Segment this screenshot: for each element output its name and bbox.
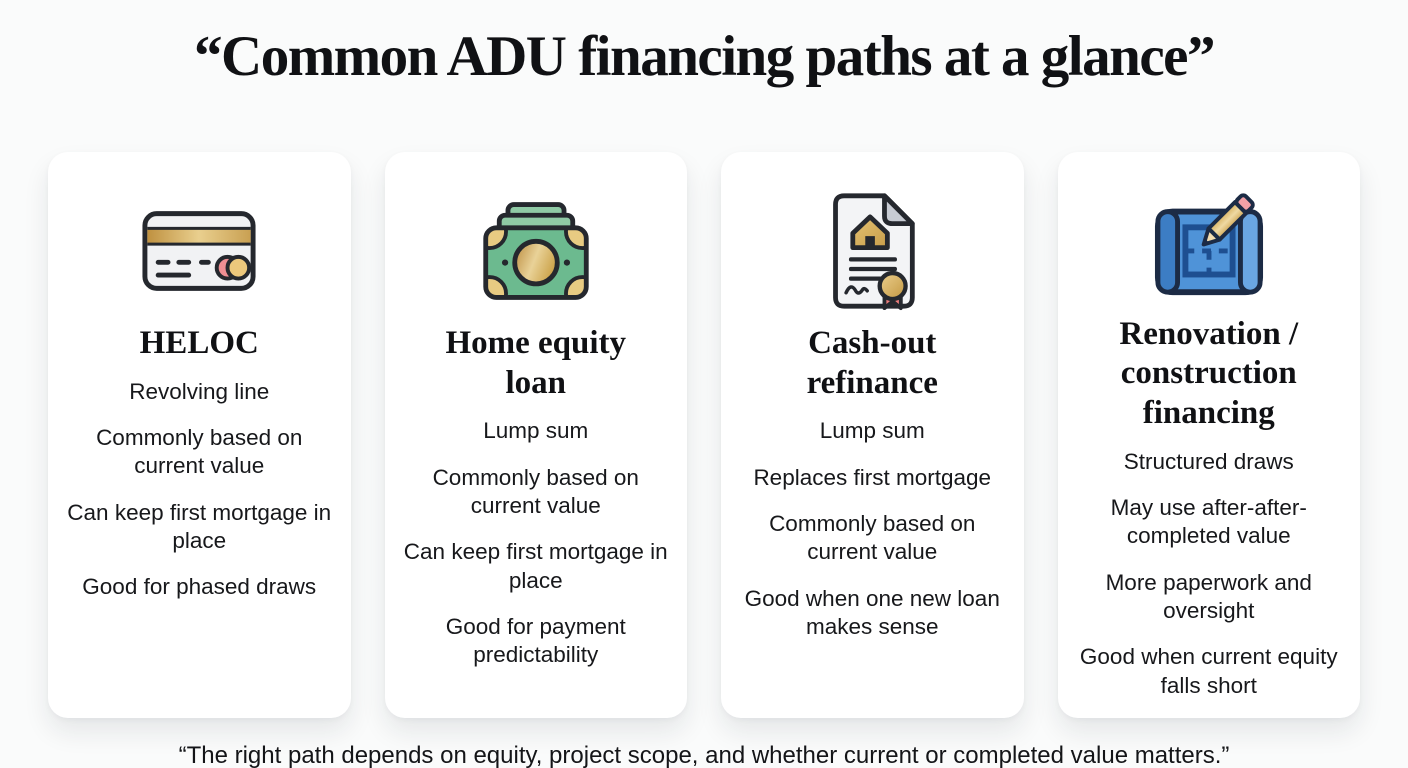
feature-item: Can keep first mortgage in place xyxy=(403,539,668,593)
deed-certificate-icon xyxy=(824,178,920,324)
feature-list xyxy=(385,417,688,687)
feature-list xyxy=(721,417,1024,659)
card-renovation-construction-financing xyxy=(1058,152,1361,718)
feature-item: Commonly based on current value xyxy=(432,464,639,518)
card-home-equity-loan xyxy=(385,152,688,718)
feature-item: Good when current equity falls short xyxy=(1079,644,1338,698)
card-title: HELOC xyxy=(139,325,259,361)
card-heloc xyxy=(48,152,351,718)
footer-quote: “The right path depends on equity, project scope, and whether current or completed value matters.” xyxy=(178,742,1230,768)
feature-item: Good when one new loan makes sense xyxy=(744,585,1000,639)
cards-row xyxy=(48,152,1360,718)
feature-item: More paperwork and oversight xyxy=(1105,569,1312,623)
feature-item: Commonly based on current value xyxy=(769,510,976,565)
card-cash-out-refinance xyxy=(721,152,1024,718)
feature-list xyxy=(1058,448,1361,718)
page-title: “Common ADU financing paths at a glance” xyxy=(194,25,1214,88)
feature-item: Good for phased draws xyxy=(82,574,317,600)
feature-item: Lump sum xyxy=(819,418,925,444)
card-title: Renovation / construction financing xyxy=(1119,315,1299,431)
blueprint-pencil-icon xyxy=(1150,178,1268,315)
feature-item: Replaces first mortgage xyxy=(753,464,992,490)
feature-item: Revolving line xyxy=(129,378,270,404)
feature-list xyxy=(48,378,351,620)
credit-card-icon xyxy=(140,178,258,324)
feature-item: Lump sum xyxy=(483,418,589,444)
feature-item: Good for payment predictability xyxy=(445,613,626,668)
feature-item: Commonly based on current value xyxy=(96,424,303,479)
feature-item: Structured draws xyxy=(1123,448,1294,474)
infographic-page xyxy=(0,24,1408,768)
card-title: Home equity loan xyxy=(445,325,627,401)
feature-item: Can keep first mortgage in place xyxy=(67,499,332,553)
feature-item: May use after-after-completed value xyxy=(1110,494,1307,549)
money-stack-icon xyxy=(478,178,594,324)
card-title: Cash-out refinance xyxy=(806,325,938,401)
